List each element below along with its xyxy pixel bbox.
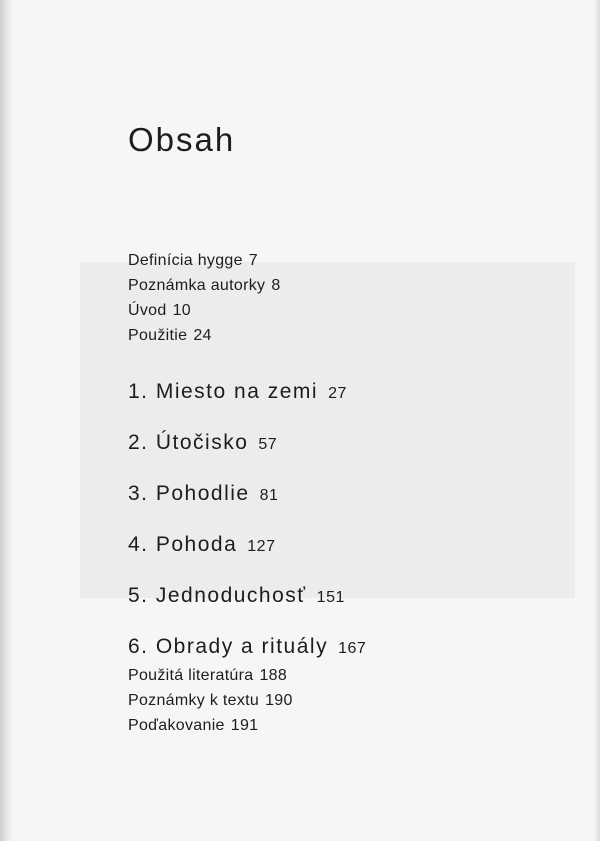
toc-entry-page: 10 <box>172 302 191 319</box>
chapter-page: 81 <box>259 487 279 504</box>
chapter-entry <box>128 571 366 622</box>
toc-entry-page: 188 <box>259 667 288 684</box>
chapter-title: 2. Útočisko <box>128 431 249 454</box>
toc-entry-label: Poďakovanie <box>128 717 225 734</box>
chapter-title: 5. Jednoduchosť <box>128 584 307 607</box>
back-matter-list <box>128 663 293 738</box>
toc-entry <box>128 273 281 298</box>
chapter-entry <box>128 367 366 418</box>
chapter-title: 1. Miesto na zemi <box>128 380 319 403</box>
toc-entry-page: 190 <box>265 692 293 709</box>
toc-entry-page: 191 <box>230 717 259 734</box>
chapter-page: 57 <box>258 436 278 453</box>
toc-entry-page: 24 <box>193 327 212 344</box>
toc-entry-label: Poznámka autorky <box>128 277 266 294</box>
toc-entry-page: 7 <box>248 252 258 269</box>
chapter-title: 4. Pohoda <box>128 533 238 556</box>
binding-shadow <box>0 0 14 841</box>
toc-entry <box>128 713 293 738</box>
chapter-entry <box>128 418 366 469</box>
chapter-page: 167 <box>338 640 367 657</box>
toc-entry-label: Použitie <box>128 327 188 344</box>
toc-entry <box>128 688 293 713</box>
toc-entry-label: Použitá literatúra <box>128 667 254 684</box>
toc-entry <box>128 248 281 273</box>
chapter-title: 3. Pohodlie <box>128 482 250 505</box>
page-edge <box>594 0 600 841</box>
toc-entry-label: Poznámky k textu <box>128 692 260 709</box>
chapter-page: 27 <box>328 385 347 402</box>
front-matter-list <box>128 248 281 348</box>
toc-entry <box>128 298 281 323</box>
toc-entry-label: Úvod <box>128 302 167 319</box>
toc-entry-page: 8 <box>271 277 281 294</box>
toc-entry <box>128 323 281 348</box>
chapter-entry <box>128 469 366 520</box>
chapter-page: 151 <box>316 589 345 606</box>
chapter-list <box>128 367 366 673</box>
chapter-entry <box>128 520 366 571</box>
page-title: Obsah <box>128 121 236 158</box>
toc-entry <box>128 663 293 688</box>
chapter-title: 6. Obrady a rituály <box>128 635 329 658</box>
chapter-page: 127 <box>247 538 276 555</box>
toc-entry-label: Definícia hygge <box>128 252 243 269</box>
